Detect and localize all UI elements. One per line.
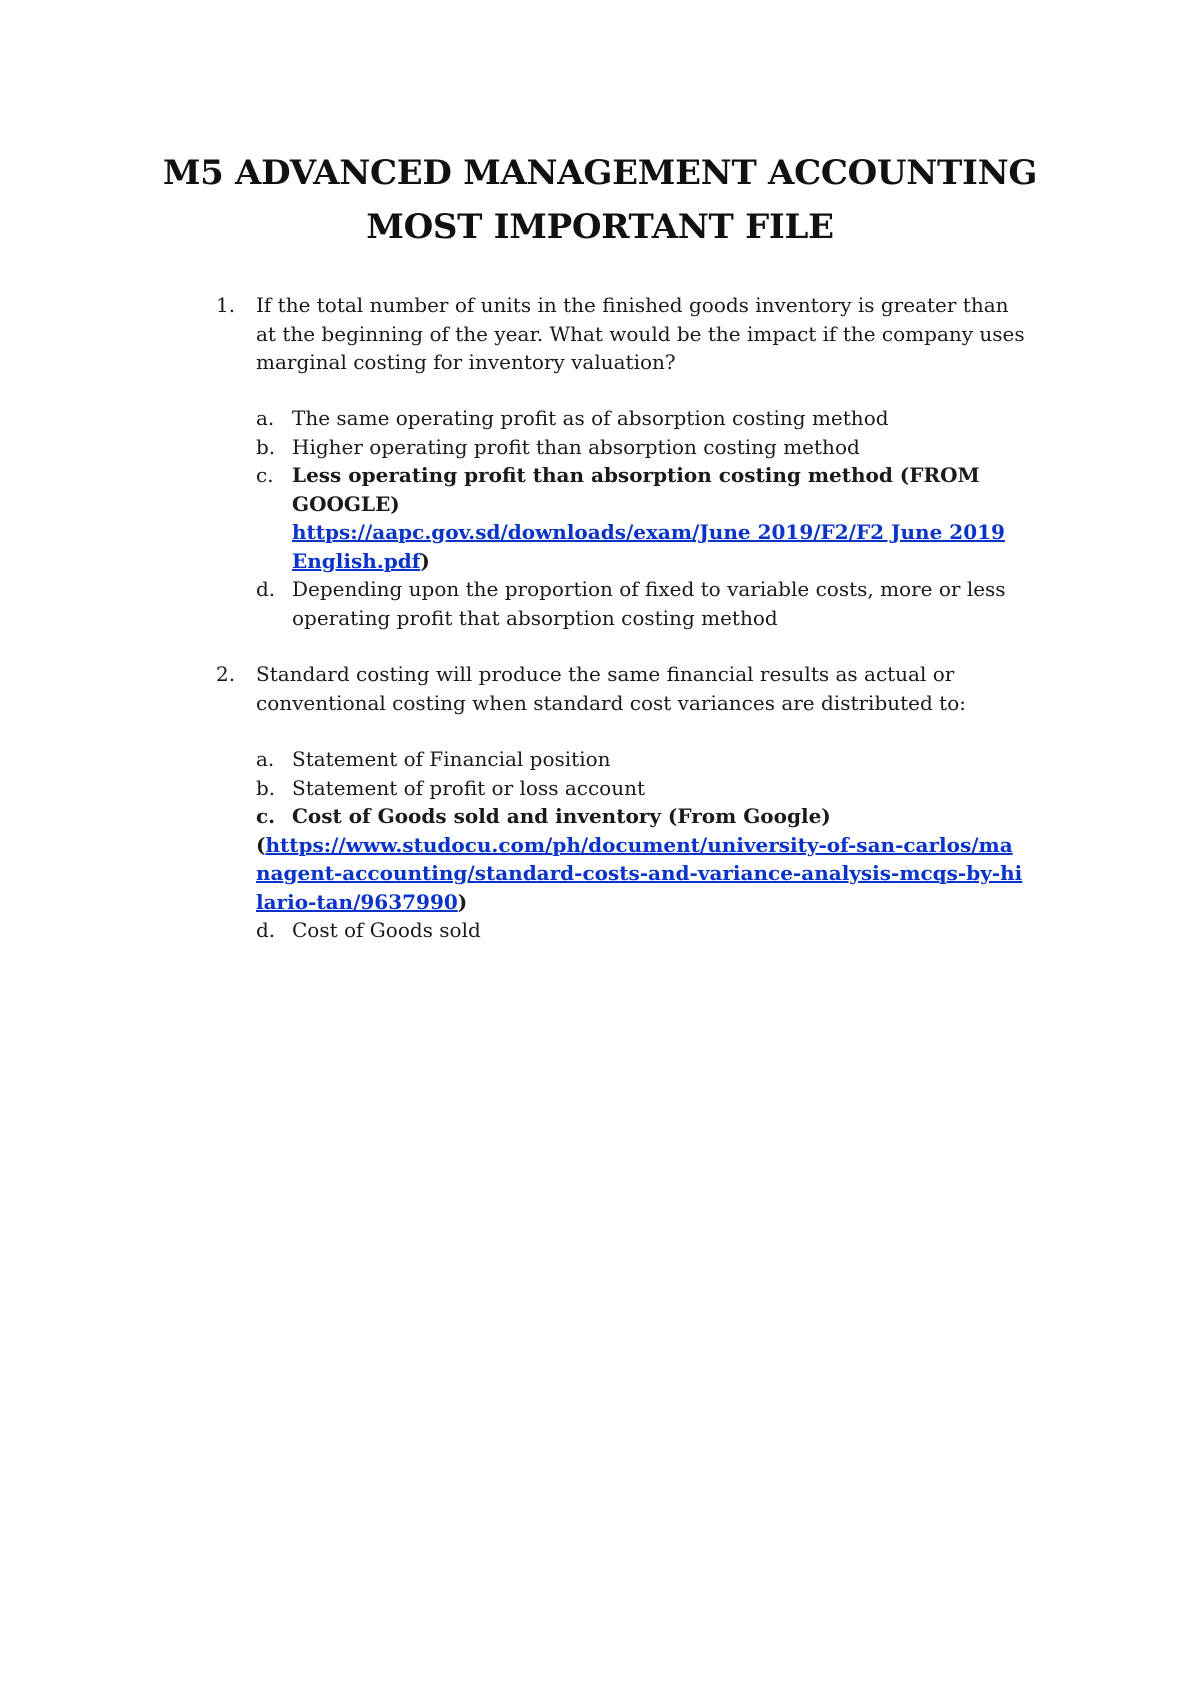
option-label: a. [256, 406, 275, 430]
option-c-answer [0, 461, 1200, 575]
source-note: (FROM GOOGLE) [292, 463, 980, 516]
option-label: b. [256, 434, 276, 459]
option-b [0, 433, 1200, 462]
option-b [0, 774, 1200, 803]
question-text: If the total number of units in the finished goods inventory is greater than at the beginning of the year. What would be the impact if the company uses marginal costing for inventory valuation? [256, 293, 1025, 374]
answer-text: Less operating profit than absorption costing method [292, 463, 893, 487]
option-text [292, 802, 1024, 831]
option-label: c. [256, 463, 274, 487]
option-d [0, 916, 1200, 945]
question-text: Standard costing will produce the same financial results as actual or conventional costing when standard cost variances are distributed to: [256, 662, 966, 715]
closing-paren: ) [457, 889, 468, 914]
title-line-1: M5 ADVANCED MANAGEMENT ACCOUNTING [162, 153, 1038, 193]
option-a [0, 404, 1200, 433]
option-text: Higher operating profit than absorption costing method [292, 434, 860, 459]
option-text: Depending upon the proportion of fixed to variable costs, more or less operating profit that absorption costing method [292, 577, 1006, 630]
option-text: Statement of Financial position [292, 747, 611, 771]
option-c-answer [0, 802, 1200, 916]
question-number: 1. [216, 293, 236, 317]
option-label: b. [256, 775, 276, 800]
document-title [0, 146, 1200, 254]
opening-paren: ( [256, 832, 266, 857]
question-number: 2. [216, 662, 236, 686]
closing-paren: ) [420, 548, 430, 573]
source-note: (From Google) [660, 804, 831, 828]
option-label: a. [256, 747, 275, 771]
source-link[interactable]: https://aapc.gov.sd/downloads/exam/June 2019/F2/F2 June 2019 English.pdf [292, 520, 1005, 573]
option-a [0, 745, 1200, 774]
question-1-options [0, 404, 1200, 632]
source-link-line [256, 831, 1026, 917]
option-label: c. [256, 804, 276, 828]
option-d [0, 575, 1200, 632]
title-line-2: MOST IMPORTANT FILE [366, 207, 834, 247]
option-label: d. [256, 918, 276, 942]
question-2-options [0, 745, 1200, 945]
option-text: The same operating profit as of absorption costing method [292, 406, 889, 430]
option-text: Cost of Goods sold [292, 918, 481, 942]
source-link[interactable]: https://www.studocu.com/ph/document/university-of-san-carlos/managent-accounting/standard-costs-and-variance-analysis-mcqs-by-hilario-tan/9637990 [256, 832, 1023, 914]
option-text: Statement of profit or loss account [292, 775, 645, 800]
answer-text: Cost of Goods sold and inventory [292, 804, 661, 828]
option-label: d. [256, 577, 276, 601]
option-text [292, 461, 1024, 575]
